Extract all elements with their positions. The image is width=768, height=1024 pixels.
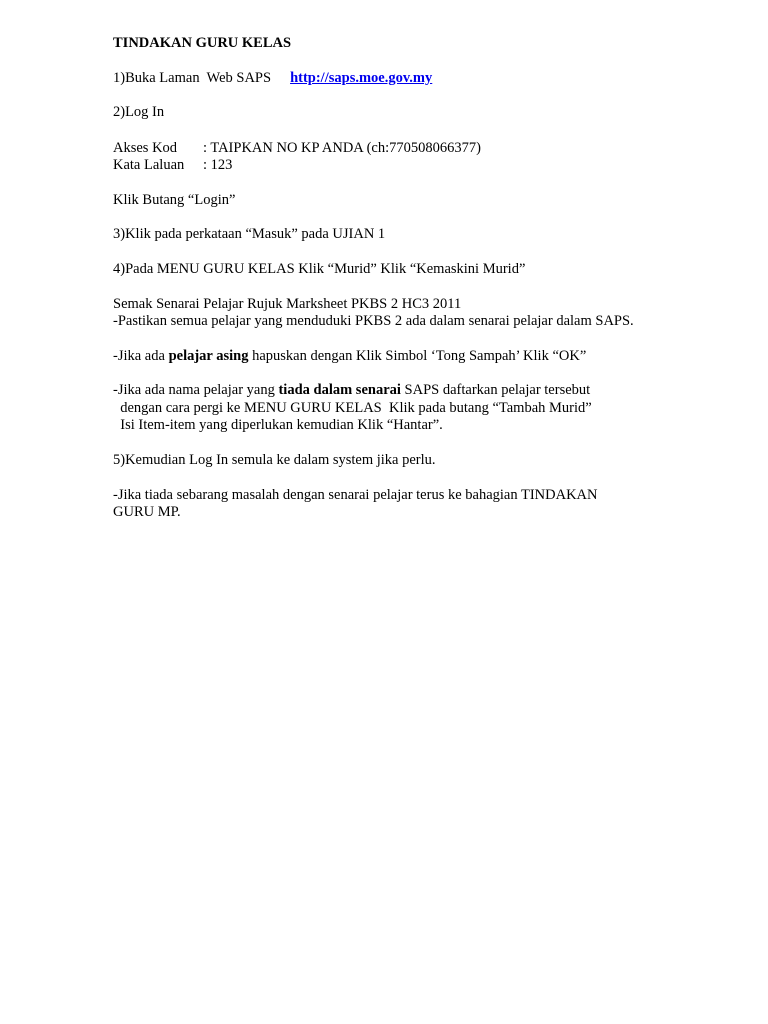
step-1-text: 1)Buka Laman Web SAPS — [113, 70, 272, 86]
tiada-suffix: SAPS daftarkan pelajar tersebut — [400, 382, 591, 398]
pastikan-text: -Pastikan semua pelajar yang menduduki PKBS 2 ada dalam senarai pelajar dalam SAPS. — [113, 313, 634, 329]
asing-bold: pelajar asing — [168, 348, 249, 364]
kata-laluan-label: Kata Laluan — [113, 157, 185, 173]
tiada-prefix: -Jika ada nama pelajar yang — [113, 382, 279, 398]
pelajar-asing-line — [113, 347, 586, 365]
kata-laluan-value: : 123 — [203, 157, 233, 173]
step-5-line-1: -Jika tiada sebarang masalah dengan senarai pelajar terus ke bahagian TINDAKAN — [113, 487, 598, 503]
akses-kod-row — [113, 139, 481, 157]
kata-laluan-row — [113, 156, 232, 174]
semak-text: Semak Senarai Pelajar Rujuk Marksheet PKBS 2 HC3 2011 — [113, 296, 462, 312]
klik-login-text: Klik Butang “Login” — [113, 192, 236, 208]
akses-kod-value: : TAIPKAN NO KP ANDA (ch:770508066377) — [203, 140, 481, 156]
tiada-dalam-senarai-line — [113, 381, 590, 399]
akses-kod-label: Akses Kod — [113, 140, 178, 156]
step-3-text: 3)Klik pada perkataan “Masuk” pada UJIAN 1 — [113, 226, 386, 242]
tiada-line-3: Isi Item-item yang diperlukan kemudian Klik “Hantar”. — [113, 417, 443, 433]
tiada-line-2: dengan cara pergi ke MENU GURU KELAS Klik pada butang “Tambah Murid” — [113, 400, 592, 416]
document-title: TINDAKAN GURU KELAS — [113, 35, 292, 51]
tiada-bold: tiada dalam senarai — [278, 382, 401, 398]
step-4-text: 4)Pada MENU GURU KELAS Klik “Murid” Klik “Kemaskini Murid” — [113, 261, 526, 277]
step-5-line-2: GURU MP. — [113, 504, 181, 520]
step-5-text: 5)Kemudian Log In semula ke dalam system jika perlu. — [113, 452, 436, 468]
saps-link[interactable]: http://saps.moe.gov.my — [290, 70, 433, 86]
step-1 — [113, 69, 432, 87]
asing-prefix: -Jika ada — [113, 348, 169, 364]
step-2-text: 2)Log In — [113, 104, 165, 120]
asing-suffix: hapuskan dengan Klik Simbol ‘Tong Sampah’ Klik “OK” — [248, 348, 587, 364]
